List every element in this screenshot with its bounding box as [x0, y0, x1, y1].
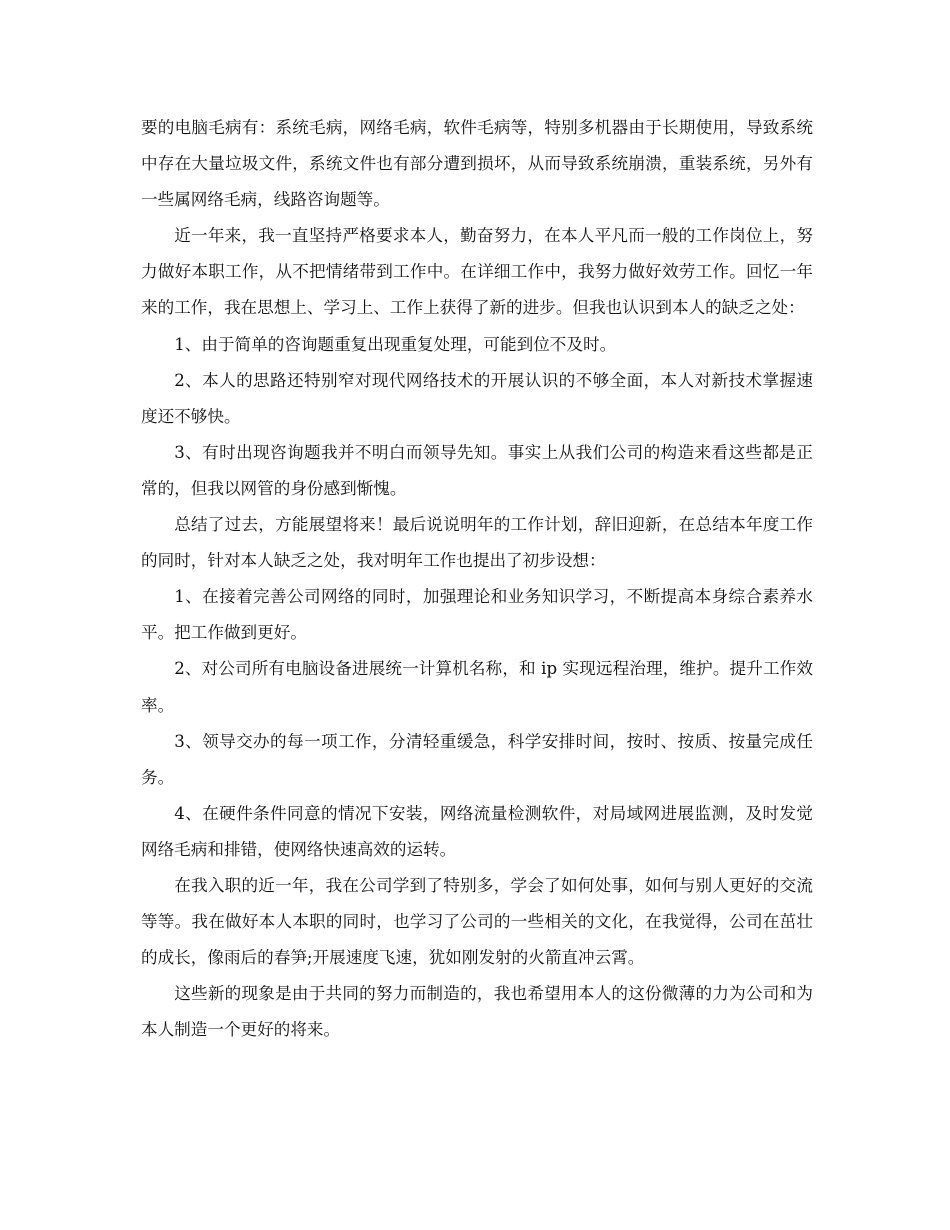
paragraph-9: 3、领导交办的每一项工作，分清轻重缓急，科学安排时间，按时、按质、按量完成任务。 — [141, 731, 813, 787]
paragraph-3: 1、由于简单的咨询题重复出现重复处理，可能到位不及时。 — [174, 334, 617, 354]
paragraph-2: 近一年来，我一直坚持严格要求本人，勤奋努力，在本人平凡而一般的工作岗位上，努力做好本职工作，从不把情绪带到工作中。在详细工作中，我努力做好效劳工作。回忆一年来的工作，我在思想上、学习上、工作上获得了新的进步。但我也认识到本人的缺乏之处： — [141, 226, 813, 318]
paragraph-7: 1、在接着完善公司网络的同时，加强理论和业务知识学习，不断提高本身综合素养水平。把工作做到更好。 — [141, 587, 813, 643]
paragraph-5: 3、有时出现咨询题我并不明白而领导先知。事实上从我们公司的构造来看这些都是正常的，但我以网管的身份感到惭愧。 — [141, 442, 813, 498]
paragraph-1: 要的电脑毛病有：系统毛病，网络毛病，软件毛病等，特别多机器由于长期使用，导致系统中存在大量垃圾文件，系统文件也有部分遭到损坏，从而导致系统崩溃，重装系统，另外有一些属网络毛病，线路咨询题等。 — [141, 118, 813, 210]
paragraph-6: 总结了过去，方能展望将来！最后说说明年的工作计划，辞旧迎新，在总结本年度工作的同时，针对本人缺乏之处，我对明年工作也提出了初步设想： — [141, 515, 813, 571]
document-body — [141, 110, 813, 1048]
paragraph-10: 4、在硬件条件同意的情况下安装，网络流量检测软件，对局域网进展监测，及时发觉网络毛病和排错，使网络快速高效的运转。 — [141, 803, 813, 859]
paragraph-8: 2、对公司所有电脑设备进展统一计算机名称，和 ip 实现远程治理，维护。提升工作效率。 — [141, 659, 813, 715]
paragraph-4: 2、本人的思路还特别窄对现代网络技术的开展认识的不够全面，本人对新技术掌握速度还不够快。 — [141, 370, 813, 426]
paragraph-11: 在我入职的近一年，我在公司学到了特别多，学会了如何处事，如何与别人更好的交流等等。我在做好本人本职的同时，也学习了公司的一些相关的文化，在我觉得，公司在茁壮的成长，像雨后的春笋;开展速度飞速，犹如刚发射的火箭直冲云霄。 — [141, 875, 813, 968]
paragraph-12: 这些新的现象是由于共同的努力而制造的，我也希望用本人的这份微薄的力为公司和为本人制造一个更好的将来。 — [141, 984, 813, 1040]
